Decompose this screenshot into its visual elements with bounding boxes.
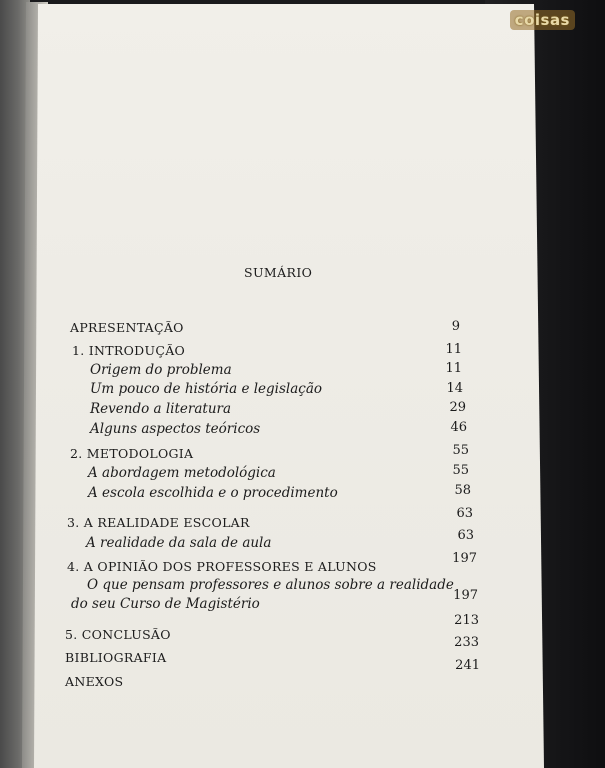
watermark-logo: coisas — [510, 10, 575, 30]
toc-page-metodologia: 55 — [452, 443, 469, 458]
toc-entry-o-que-pensam-line2: do seu Curso de Magistério — [71, 596, 260, 612]
toc-entry-introducao: 1. INTRODUÇÃO — [72, 343, 186, 358]
toc-entry-o-que-pensam: O que pensam professores e alunos sobre a realidade — [87, 577, 454, 593]
toc-page-anexos: 241 — [455, 658, 480, 673]
toc-entry-metodologia: 2. METODOLOGIA — [70, 446, 194, 461]
toc-page-conclusao: 213 — [454, 613, 479, 628]
toc-entry-bibliografia: BIBLIOGRAFIA — [65, 650, 167, 665]
toc-entry-anexos: ANEXOS — [65, 674, 124, 689]
toc-page-escola: 58 — [454, 483, 471, 498]
toc-entry-origem: Origem do problema — [90, 362, 232, 378]
toc-entry-sala-de-aula: A realidade da sala de aula — [86, 535, 272, 551]
toc-page-realidade-escolar: 63 — [456, 506, 473, 521]
toc-entry-literatura: Revendo a literatura — [90, 401, 232, 417]
toc-page-apresentacao: 9 — [451, 319, 460, 334]
toc-entry-historia: Um pouco de história e legislação — [90, 381, 323, 397]
toc-entry-opiniao: 4. A OPINIÃO DOS PROFESSORES E ALUNOS — [67, 559, 377, 574]
toc-page-introducao: 11 — [445, 342, 462, 357]
toc-page-origem: 11 — [445, 361, 462, 376]
toc-page-bibliografia: 233 — [454, 635, 479, 650]
toc-page-abordagem: 55 — [452, 463, 469, 478]
toc-entry-escola: A escola escolhida e o procedimento — [88, 485, 338, 501]
toc-entry-abordagem: A abordagem metodológica — [88, 465, 276, 481]
toc-entry-apresentacao: APRESENTAÇÃO — [70, 320, 184, 335]
toc-entry-conclusao: 5. CONCLUSÃO — [65, 627, 171, 642]
toc-entry-aspectos: Alguns aspectos teóricos — [90, 421, 261, 437]
toc-page-o-que-pensam: 197 — [453, 588, 478, 603]
toc-page-literatura: 29 — [449, 400, 466, 415]
toc-page-historia: 14 — [446, 381, 463, 396]
toc-page-aspectos: 46 — [450, 420, 467, 435]
toc-page-sala-de-aula: 63 — [457, 528, 474, 543]
toc-page-opiniao: 197 — [452, 551, 477, 566]
toc-entry-realidade-escolar: 3. A REALIDADE ESCOLAR — [67, 515, 250, 530]
toc-title: SUMÁRIO — [244, 265, 313, 280]
